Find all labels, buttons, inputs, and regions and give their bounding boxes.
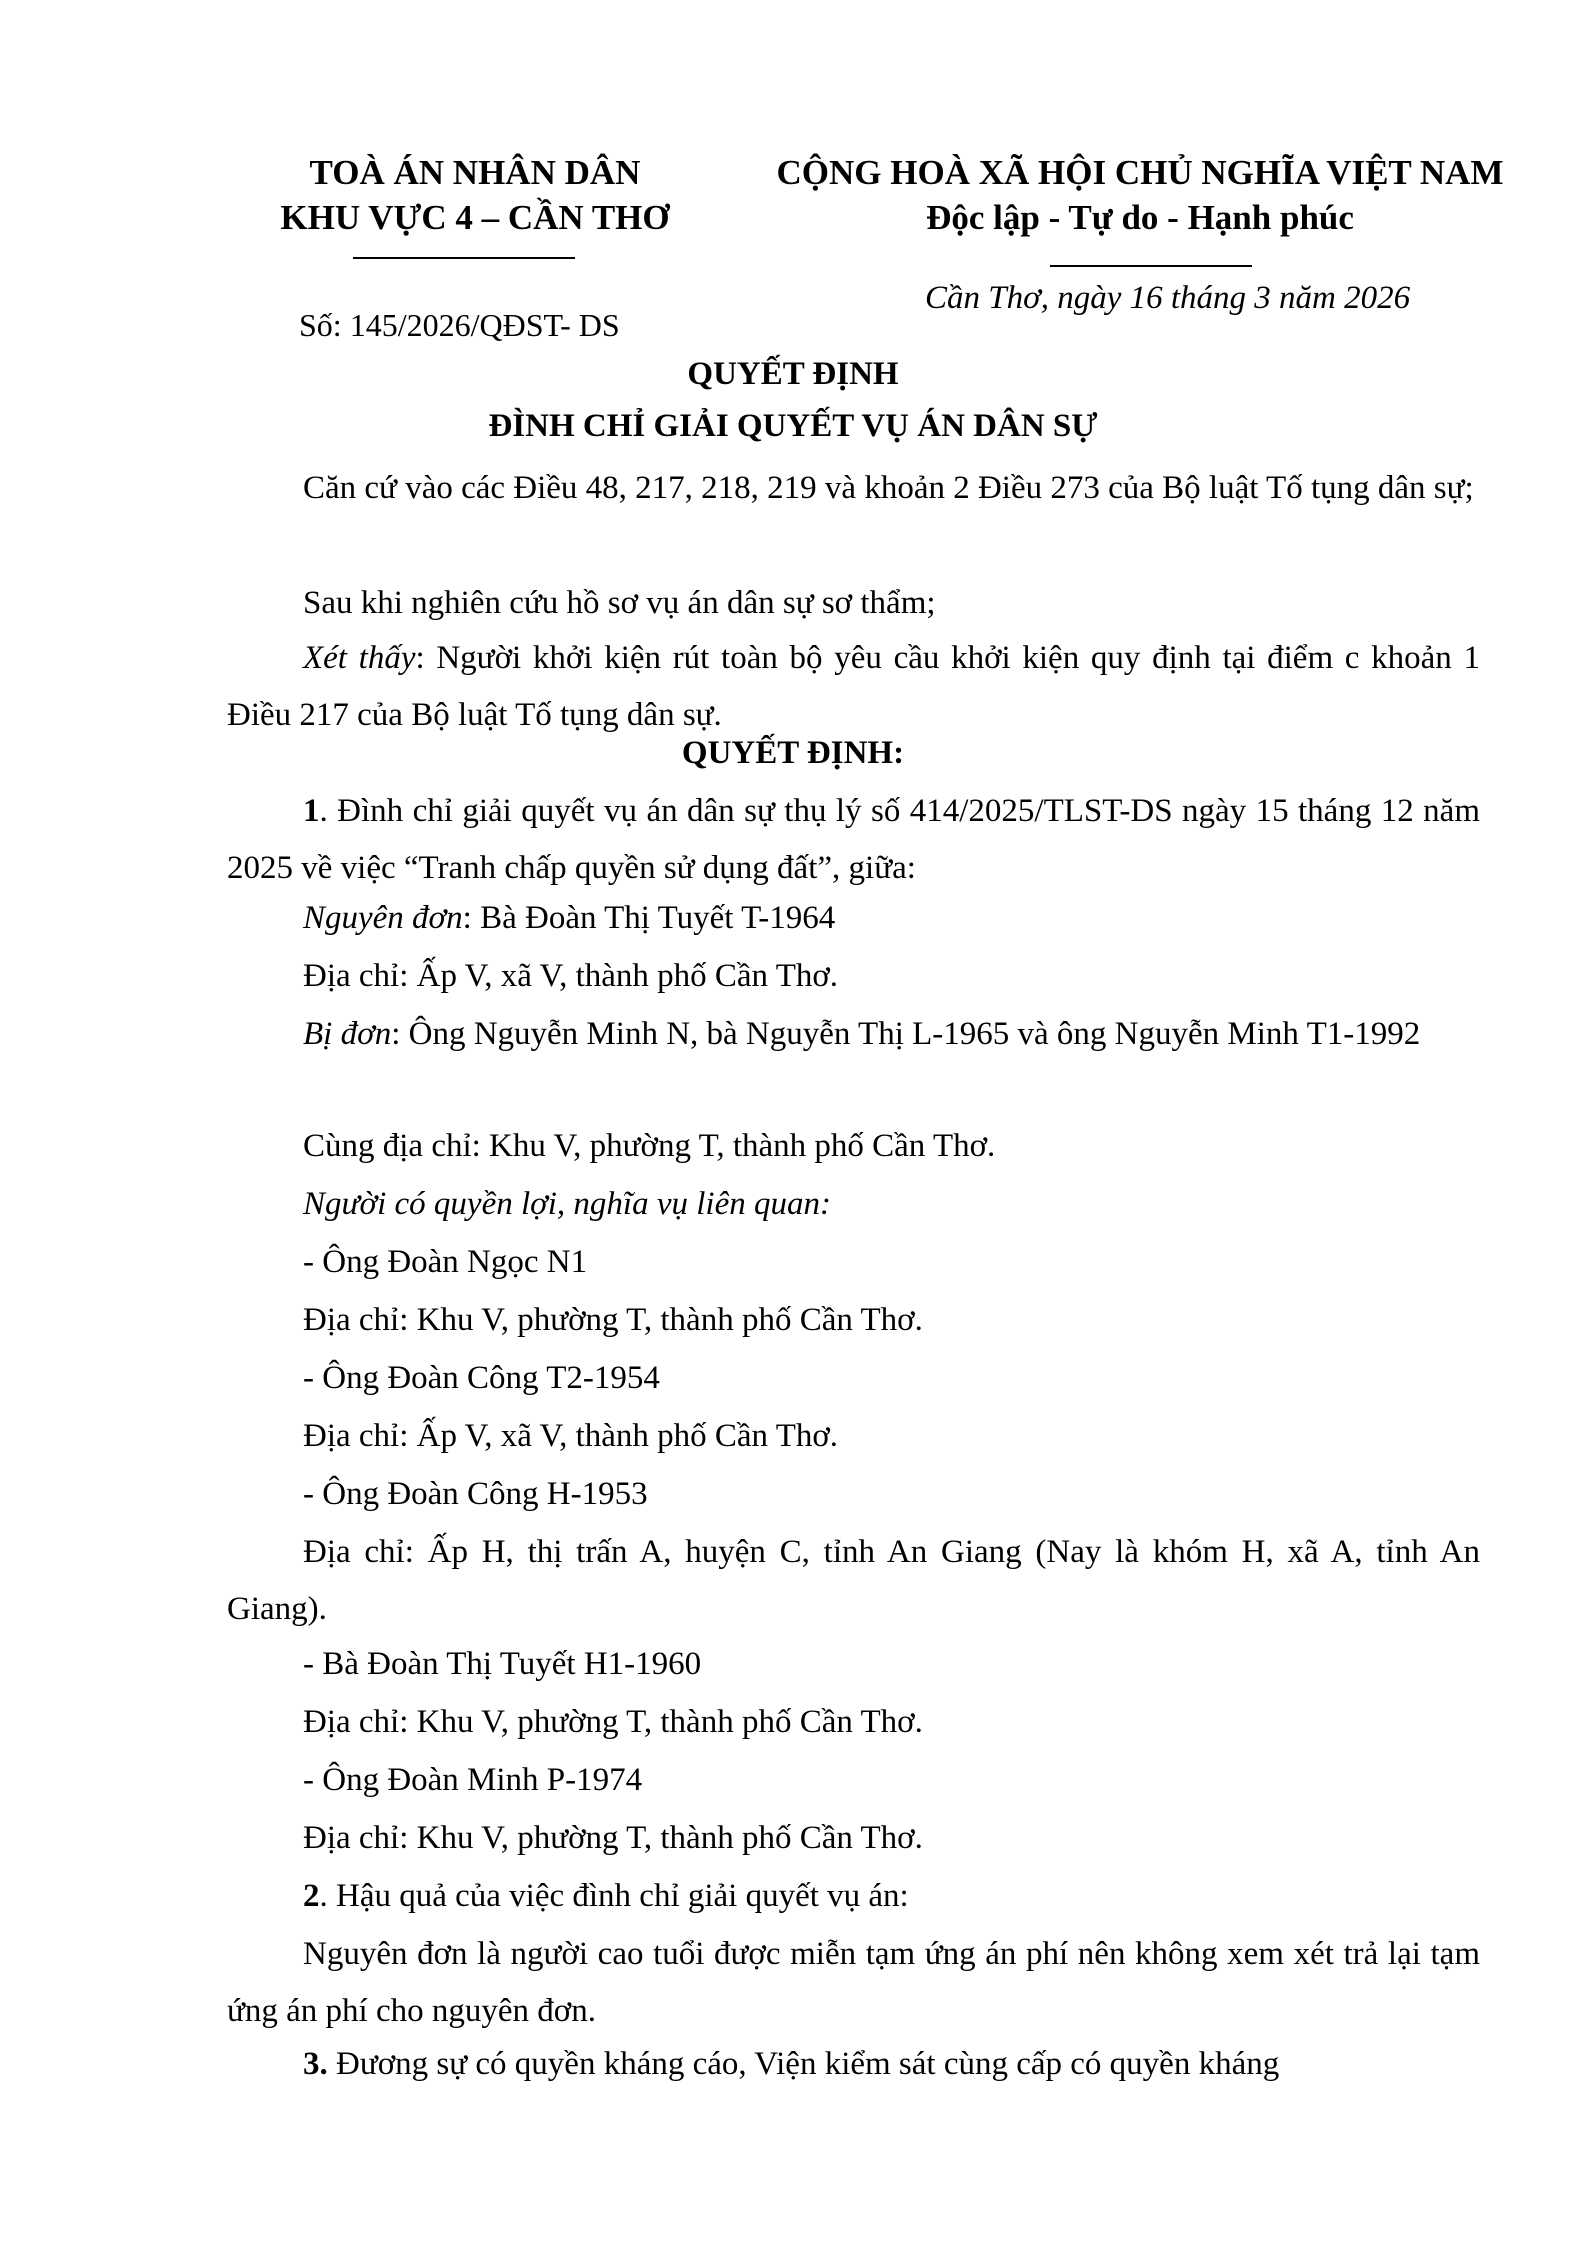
related-party-name: - Ông Đoàn Công H-1953	[303, 1476, 648, 1512]
national-motto: Độc lập - Tự do - Hạnh phúc	[926, 198, 1354, 237]
item-2-text: . Hậu quả của việc đình chỉ giải quyết vụ án:	[319, 1878, 909, 1914]
item-1-number: 1	[303, 793, 320, 829]
related-label	[227, 1176, 1480, 1233]
related-party-name: - Ông Đoàn Ngọc N1	[303, 1244, 588, 1280]
plaintiff-text: : Bà Đoàn Thị Tuyết T-1964	[462, 900, 836, 936]
related-label-text: Người có quyền lợi, nghĩa vụ liên quan:	[303, 1186, 831, 1222]
finding-paragraph	[227, 630, 1480, 744]
related-party-address: Địa chỉ: Khu V, phường T, thành phố Cần Thơ.	[303, 1704, 923, 1740]
item-2-detail: Nguyên đơn là người cao tuổi được miễn tạm ứng án phí nên không xem xét trả lại tạm ứng án phí cho nguyên đơn.	[227, 1936, 1480, 2029]
related-party-address: Địa chỉ: Ấp V, xã V, thành phố Cần Thơ.	[303, 1418, 839, 1454]
item-1-text: . Đình chỉ giải quyết vụ án dân sự thụ lý số 414/2025/TLST-DS ngày 15 tháng 12 năm 2025 về việc “Tranh chấp quyền sử dụng đất”, giữa:	[227, 793, 1480, 886]
item-3	[227, 2036, 1480, 2093]
nation-header	[760, 150, 1520, 240]
item-3-number: 3.	[303, 2046, 328, 2082]
finding-text: : Người khởi kiện rút toàn bộ yêu cầu khởi kiện quy định tại điểm c khoản 1 Điều 217 của Bộ luật Tố tụng dân sự.	[227, 640, 1480, 733]
related-party-name: - Ông Đoàn Công T2-1954	[303, 1360, 660, 1396]
review-paragraph: Sau khi nghiên cứu hồ sơ vụ án dân sự sơ thẩm;	[303, 585, 936, 621]
document-number: Số: 145/2026/QĐST- DS	[299, 307, 620, 343]
related-party-address: Địa chỉ: Ấp H, thị trấn A, huyện C, tỉnh An Giang (Nay là khóm H, xã A, tỉnh An Giang).	[227, 1534, 1480, 1627]
defendant	[227, 1006, 1480, 1063]
related-party-name: - Ông Đoàn Minh P-1974	[303, 1762, 643, 1798]
motto-underline	[1050, 265, 1252, 267]
item-3-text: Đương sự có quyền kháng cáo, Viện kiểm sát cùng cấp có quyền kháng	[327, 2046, 1280, 2082]
court-underline	[353, 257, 575, 259]
document-subtitle: ĐÌNH CHỈ GIẢI QUYẾT VỤ ÁN DÂN SỰ	[488, 408, 1098, 444]
item-2-number: 2	[303, 1878, 320, 1914]
defendant-address: Cùng địa chỉ: Khu V, phường T, thành phố Cần Thơ.	[303, 1128, 996, 1164]
plaintiff	[227, 890, 1480, 947]
court-region: KHU VỰC 4 – CẦN THƠ	[280, 198, 670, 237]
defendant-text: : Ông Nguyễn Minh N, bà Nguyễn Thị L-1965 và ông Nguyễn Minh T1-1992	[391, 1016, 1421, 1052]
document-title: QUYẾT ĐỊNH	[687, 356, 899, 392]
decision-heading: QUYẾT ĐỊNH:	[681, 735, 905, 771]
related-party-address: Địa chỉ: Khu V, phường T, thành phố Cần Thơ.	[303, 1302, 923, 1338]
place-date: Cần Thơ, ngày 16 tháng 3 năm 2026	[925, 280, 1411, 316]
basis-paragraph: Căn cứ vào các Điều 48, 217, 218, 219 và khoản 2 Điều 273 của Bộ luật Tố tụng dân sự;	[303, 470, 1474, 506]
item-1	[227, 783, 1480, 897]
court-header	[250, 150, 700, 240]
nation-name: CỘNG HOÀ XÃ HỘI CHỦ NGHĨA VIỆT NAM	[776, 153, 1504, 192]
related-party-name: - Bà Đoàn Thị Tuyết H1-1960	[303, 1646, 702, 1682]
related-party-address: Địa chỉ: Khu V, phường T, thành phố Cần Thơ.	[303, 1820, 923, 1856]
court-name: TOÀ ÁN NHÂN DÂN	[309, 153, 641, 192]
plaintiff-label: Nguyên đơn	[303, 900, 463, 936]
item-2	[227, 1868, 1480, 1925]
plaintiff-address: Địa chỉ: Ấp V, xã V, thành phố Cần Thơ.	[303, 958, 839, 994]
finding-label: Xét thấy	[303, 640, 416, 676]
defendant-label: Bị đơn	[303, 1016, 392, 1052]
